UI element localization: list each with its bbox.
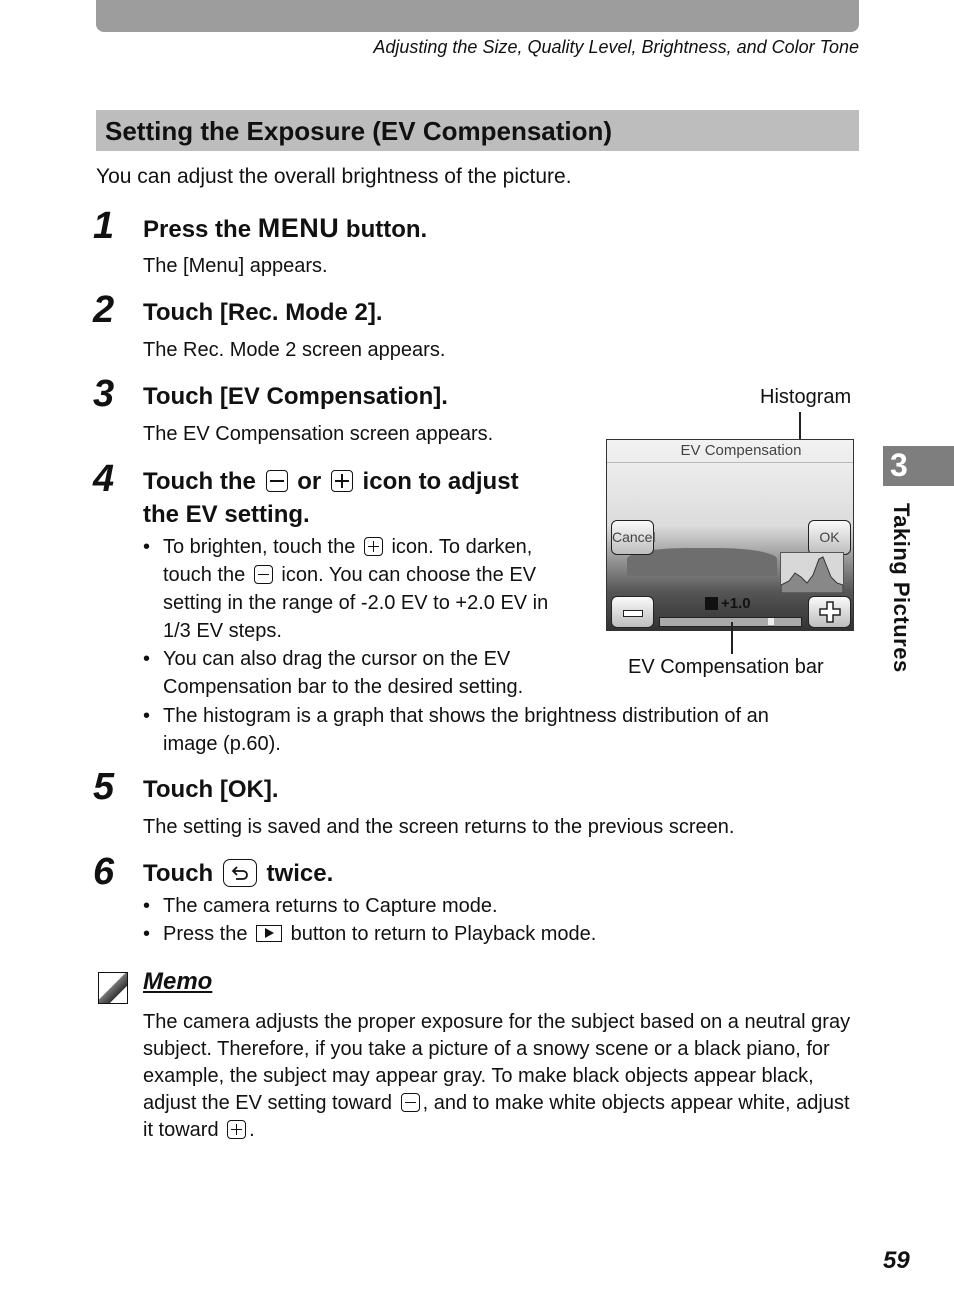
screen-divider [607, 462, 853, 463]
intro-text: You can adjust the overall brightness of the picture. [96, 165, 572, 188]
plus-icon [819, 601, 841, 623]
plus-icon [364, 537, 383, 556]
ev-bar-callout-line [731, 622, 733, 654]
ev-icon [705, 597, 718, 610]
minus-button[interactable] [611, 596, 654, 628]
list-item: • The histogram is a graph that shows the brightness distribution of an image (p.60). [143, 705, 769, 755]
memo-title: Memo [143, 968, 213, 995]
step-title: Touch [Rec. Mode 2]. [143, 299, 383, 326]
step-number: 2 [93, 289, 115, 331]
chapter-label: Taking Pictures [889, 503, 914, 673]
ev-value-readout: +1.0 [705, 595, 751, 612]
histogram [780, 552, 844, 594]
minus-icon [623, 610, 643, 617]
step-description: The EV Compensation screen appears. [143, 423, 494, 445]
minus-icon [266, 470, 288, 492]
plus-button[interactable] [808, 596, 851, 628]
plus-icon [227, 1120, 246, 1139]
histogram-callout: Histogram [760, 386, 852, 408]
step-title: Touch the or icon to adjust [143, 468, 519, 495]
list-item: • To brighten, touch the icon. To darken, touch the icon. You can choose the EV setting in the range of -2.0 EV to +2.0 EV in 1/3 EV steps. [143, 536, 549, 642]
memo-body: The camera adjusts the proper exposure for the subject based on a neutral gray subject. Therefore, if you take a picture of a snowy scene or a black piano, for example, the subject may appear gray. To make black objects appear black, adjust the EV setting toward , and to make white objects appear white, adjust it toward . [143, 1011, 851, 1141]
header-title: Adjusting the Size, Quality Level, Brightness, and Color Tone [373, 37, 859, 57]
step-number: 6 [93, 851, 115, 893]
list-item: • You can also drag the cursor on the EV Compensation bar to the desired setting. [143, 648, 524, 698]
step-number: 1 [93, 205, 115, 247]
histogram-graph [781, 553, 843, 593]
step-number: 5 [93, 766, 115, 808]
ok-button[interactable]: OK [808, 520, 851, 555]
top-banner [96, 0, 859, 32]
cancel-button[interactable]: Cancel [611, 520, 654, 555]
step-number: 3 [93, 373, 115, 415]
section-header [96, 110, 859, 151]
screen-title: EV Compensation [680, 442, 802, 459]
ev-compensation-screen [606, 439, 854, 631]
minus-icon [401, 1093, 420, 1112]
step-description: The [Menu] appears. [143, 255, 328, 277]
list-item: • Press the button to return to Playback mode. [143, 923, 597, 945]
step-title: Touch [EV Compensation]. [143, 383, 448, 410]
playback-icon [256, 925, 282, 942]
step-description: The Rec. Mode 2 screen appears. [143, 339, 446, 361]
plus-icon [331, 470, 353, 492]
back-icon [223, 859, 257, 887]
step-description: The setting is saved and the screen returns to the previous screen. [143, 816, 735, 838]
step-title-line2: the EV setting. [143, 501, 310, 528]
menu-key-label: MENU [257, 213, 340, 243]
ev-cursor[interactable] [768, 618, 774, 625]
step-title: Touch [OK]. [143, 776, 279, 803]
step-number: 4 [93, 458, 115, 500]
step-title: Touch twice. [143, 860, 334, 887]
chapter-number: 3 [890, 447, 908, 483]
minus-icon [254, 565, 273, 584]
page-number: 59 [883, 1247, 910, 1274]
list-item: • The camera returns to Capture mode. [143, 895, 498, 917]
ev-bar-callout: EV Compensation bar [628, 656, 824, 678]
section-title: Setting the Exposure (EV Compensation) [105, 116, 613, 146]
step-title: Press the MENU button. [143, 213, 428, 243]
memo-icon [98, 972, 128, 1004]
